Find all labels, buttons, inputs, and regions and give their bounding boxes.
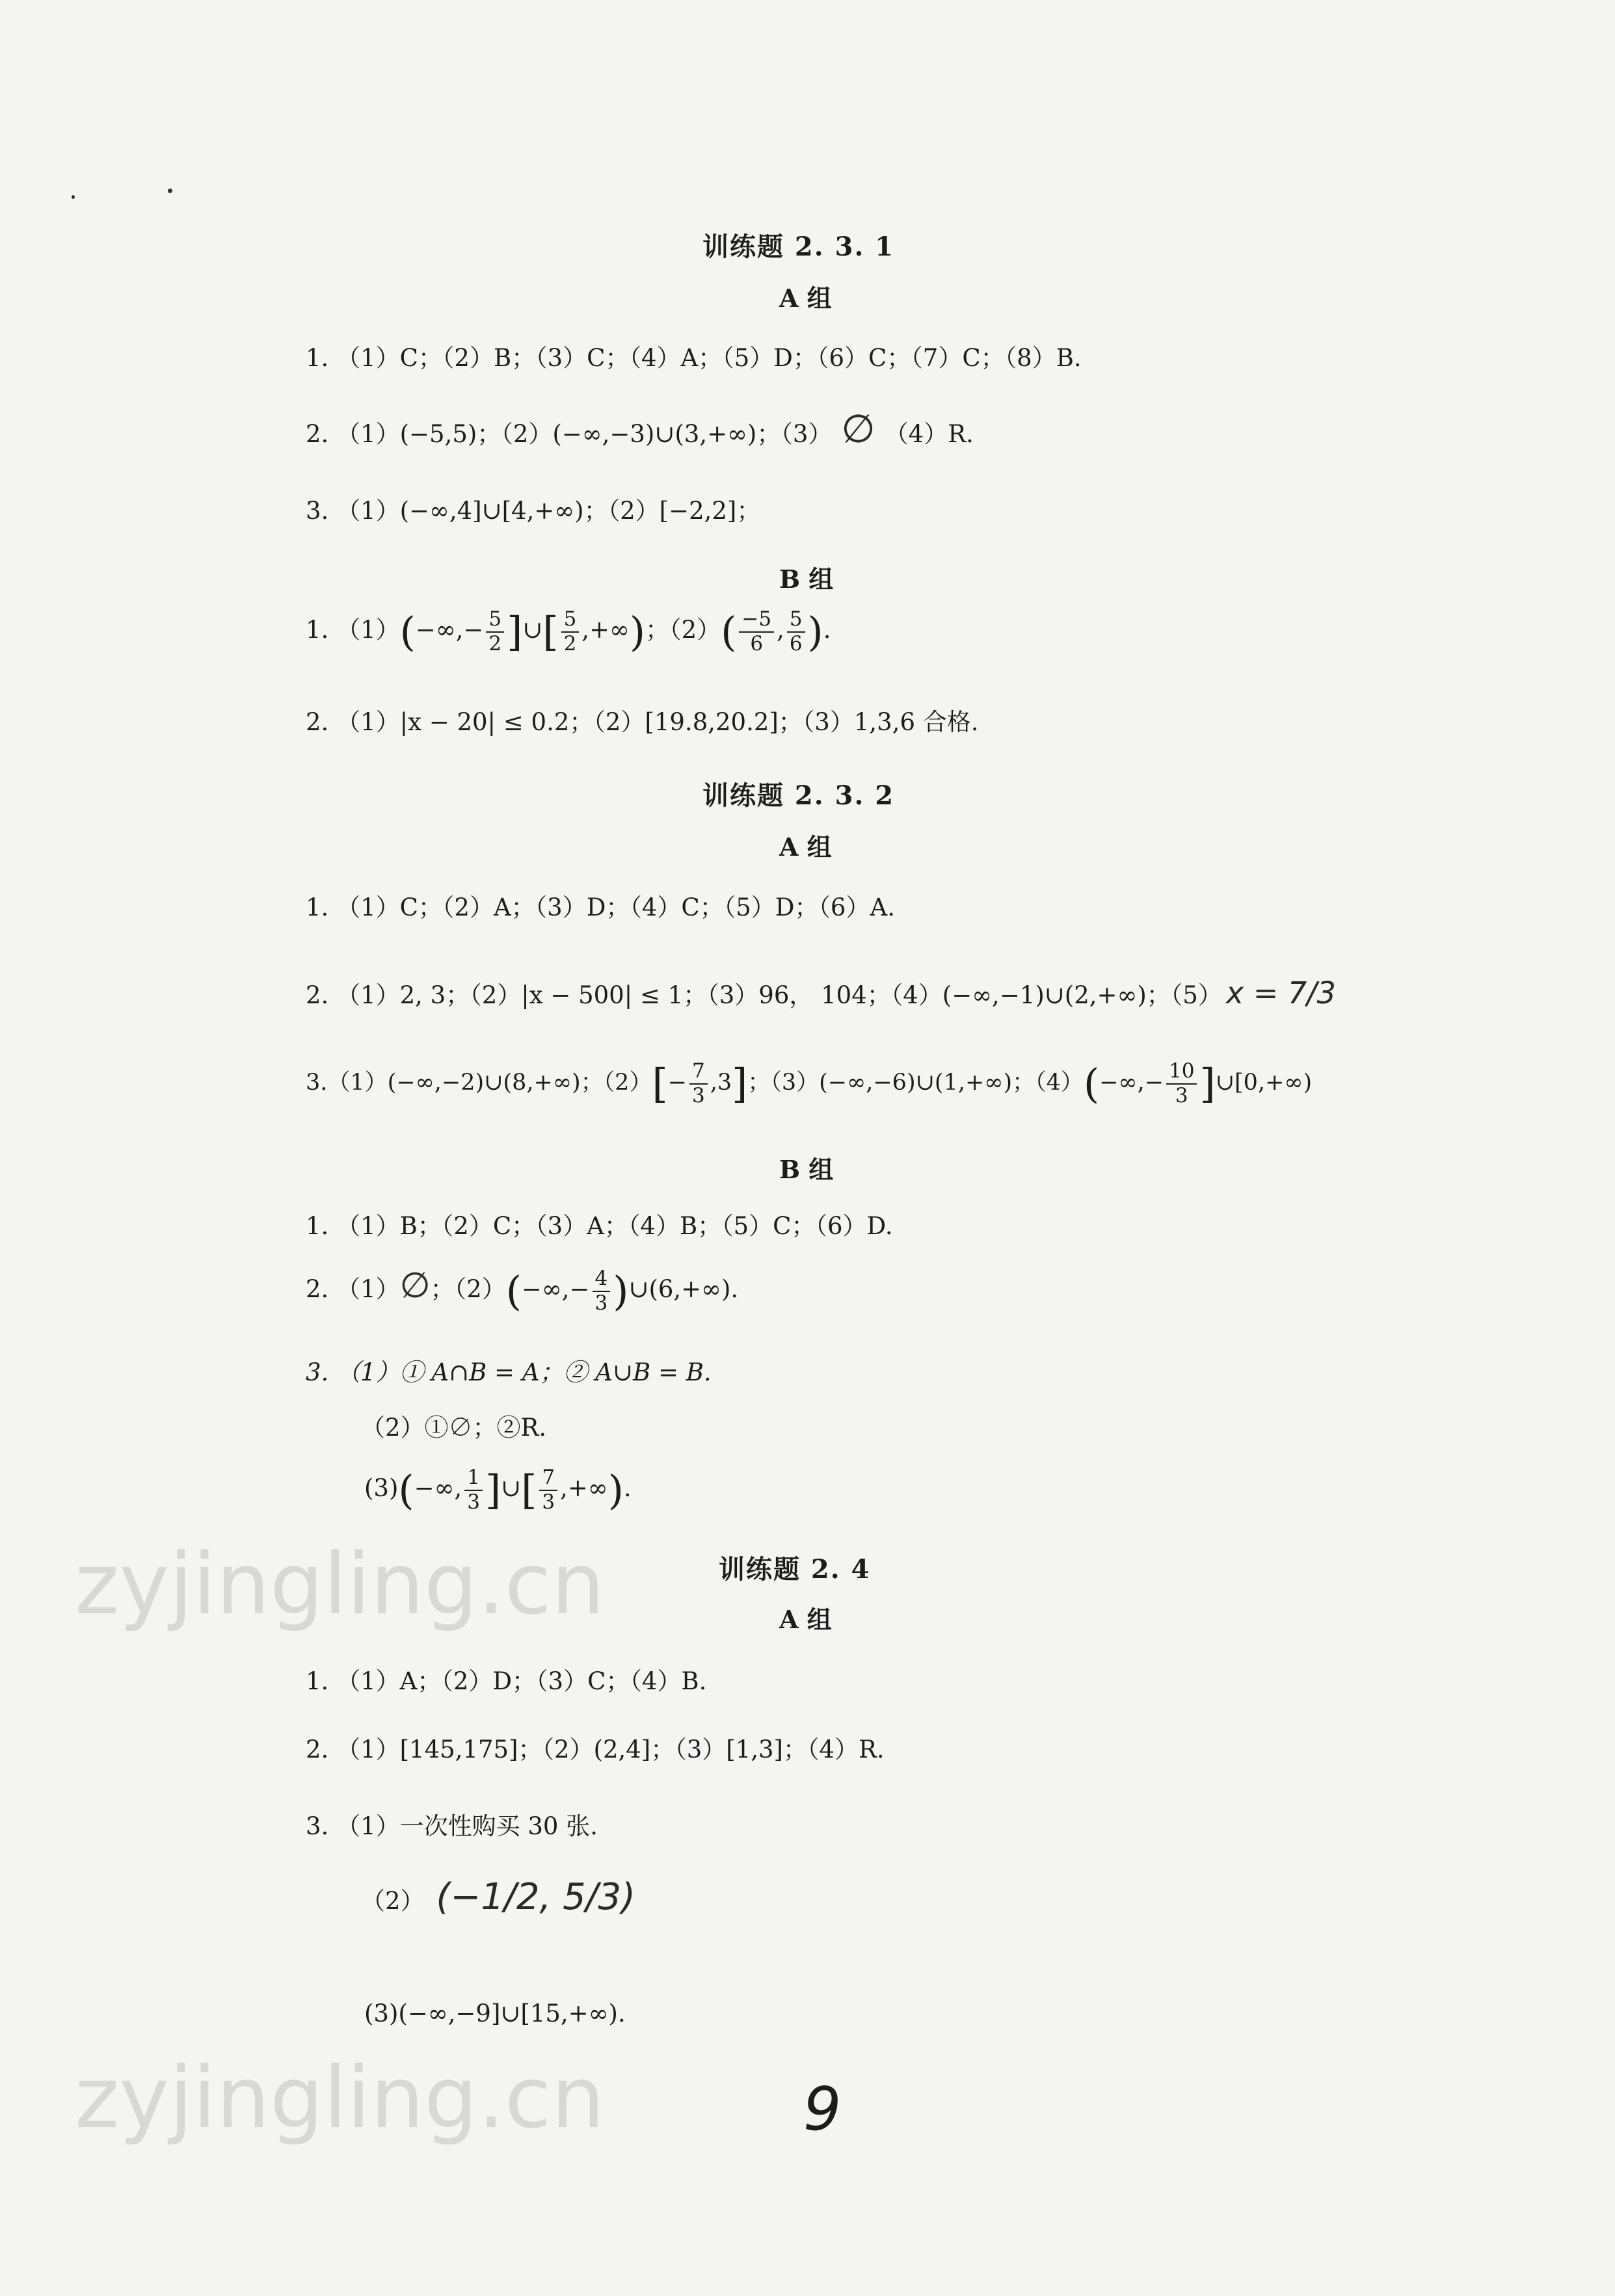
s2-a2-handwritten: x = 7/3 — [1225, 975, 1336, 1010]
bracket: [ — [652, 1060, 668, 1108]
page-number: 9 — [803, 2074, 842, 2144]
s2-b3-3: (3)(−∞, $\frac{1}{3}$ ]∪[ $\frac{7}{3}$ ,+∞). — [364, 1466, 632, 1514]
s1-a1: 1. （1）C；（2）B；（3）C；（4）A；（5）D；（6）C；（7）C；（8）B. — [306, 344, 1082, 372]
fraction: $\frac{10}{3}$ — [1166, 1060, 1197, 1107]
bracket: [ — [521, 1466, 537, 1514]
s1-a3: 3. （1）(−∞,4]∪[4,+∞)；（2）[−2,2]； — [306, 497, 761, 525]
s1-a2-p4: ；（3） — [756, 420, 833, 448]
s2-b2-handwritten: ∅ — [399, 1265, 431, 1306]
fraction: $\frac{5}{2}$ — [561, 608, 580, 655]
group-b-heading: B 组 — [779, 564, 834, 594]
bracket: [ — [542, 608, 559, 656]
s2-b2-mid: ；（2） — [430, 1275, 506, 1303]
bracket: ( — [1083, 1060, 1100, 1108]
bracket: ) — [613, 1267, 629, 1315]
scan-speck — [72, 195, 75, 199]
s2-b1: 1. （1）B；（2）C；（3）A；（4）B；（5）C；（6）D. — [306, 1212, 893, 1240]
s3-a3-2-handwritten: (−1/2, 5/3) — [436, 1876, 636, 1918]
s1-a2-p3: (−∞,−3)∪(3,+∞) — [552, 420, 757, 448]
s1-a2-handwritten: ∅ — [841, 406, 875, 452]
fraction: $\frac{4}{3}$ — [593, 1267, 611, 1315]
fraction: $\frac{5}{2}$ — [486, 608, 504, 655]
group-a-heading: A 组 — [779, 284, 832, 313]
bracket: ) — [629, 608, 646, 656]
section-title-2-3-1: 训练题 2. 3. 1 — [702, 231, 895, 262]
s2-a2-text: 2. （1）2, 3；（2）|x − 500| ≤ 1；（3）96， 104；（4）(−∞,−1)∪(2,+∞)；（5） — [306, 981, 1222, 1009]
bracket: ] — [485, 1466, 501, 1514]
s3-a3-3: (3)(−∞,−9]∪[15,+∞). — [364, 1999, 626, 2027]
section-title-2-4: 训练题 2. 4 — [719, 1554, 871, 1585]
s1-b1: 1. （1）(−∞,− $\frac{5}{2}$ ]∪[ $\frac{5}{2}$ ,+∞)；（2）( $\frac{-5}{6}$ , $\frac{5}{6}$ ). — [306, 607, 831, 656]
bracket: ] — [732, 1060, 748, 1108]
scan-speck — [168, 189, 172, 193]
fraction: $\frac{-5}{6}$ — [739, 608, 774, 655]
watermark-text: zyjingling.cn — [75, 1535, 605, 1633]
s3-a2: 2. （1）[145,175]；（2）(2,4]；（3）[1,3]；（4）R. — [306, 1735, 885, 1763]
s2-b2: 2. （1）∅；（2）(−∞,− $\frac{4}{3}$ )∪(6,+∞). — [306, 1265, 739, 1315]
bracket: ( — [399, 608, 416, 656]
fraction: $\frac{7}{3}$ — [689, 1060, 708, 1107]
s3-a1: 1. （1）A；（2）D；（3）C；（4）B. — [306, 1667, 707, 1695]
s2-a3: 3.（1）(−∞,−2)∪(8,+∞)；（2）[− $\frac{7}{3}$ ,3]；（3）(−∞,−6)∪(1,+∞)；（4）(−∞,− $\frac{10}{3}$ ]∪[0,+∞) — [306, 1059, 1313, 1108]
s2-a2 — [306, 975, 1336, 1010]
s1-b1-prefix: 1. （1） — [306, 616, 400, 644]
s1-b2: 2. （1）|x − 20| ≤ 0.2；（2）[19.8,20.2]；（3）1,3,6 合格. — [306, 708, 979, 736]
s2-a1: 1. （1）C；（2）A；（3）D；（4）C；（5）D；（6）A. — [306, 893, 895, 921]
bracket: ) — [807, 608, 823, 656]
bracket: ] — [507, 608, 523, 656]
s1-a2-p2: ；（2） — [477, 420, 553, 448]
s1-a2-prefix: 2. （1） — [306, 420, 400, 448]
watermark-text: zyjingling.cn — [75, 2048, 605, 2147]
group-a-heading: A 组 — [779, 1605, 832, 1634]
fraction: $\frac{7}{3}$ — [539, 1466, 557, 1514]
fraction: $\frac{5}{6}$ — [787, 608, 805, 655]
s2-b3: 3. （1）① A∩B = A；② A∪B = B. — [306, 1358, 712, 1386]
s3-a3-2-prefix: （2） — [361, 1887, 425, 1915]
bracket: ) — [607, 1466, 624, 1514]
s1-a2-p1: (−5,5) — [399, 420, 477, 448]
group-a-heading: A 组 — [779, 832, 832, 862]
s2-b3-2: （2）①∅；②R. — [361, 1414, 547, 1442]
fraction: $\frac{1}{3}$ — [464, 1466, 483, 1514]
group-b-heading: B 组 — [779, 1155, 834, 1184]
s2-a3-prefix: 3.（1）(−∞,−2)∪(8,+∞)；（2） — [306, 1070, 652, 1096]
s2-a3-mid: ；（3）(−∞,−6)∪(1,+∞)；（4） — [747, 1070, 1084, 1096]
bracket: ( — [505, 1267, 522, 1315]
s1-a2-p5: （4）R. — [884, 420, 974, 448]
bracket: ] — [1199, 1060, 1216, 1108]
s3-a3-2 — [361, 1876, 635, 1918]
s2-b2-prefix: 2. （1） — [306, 1275, 400, 1303]
bracket: ( — [721, 608, 737, 656]
s1-a2 — [306, 406, 974, 452]
s3-a3: 3. （1）一次性购买 30 张. — [306, 1812, 598, 1840]
bracket: ( — [398, 1466, 414, 1514]
s2-b3-3-prefix: (3) — [364, 1474, 399, 1503]
section-title-2-3-2: 训练题 2. 3. 2 — [702, 780, 895, 811]
